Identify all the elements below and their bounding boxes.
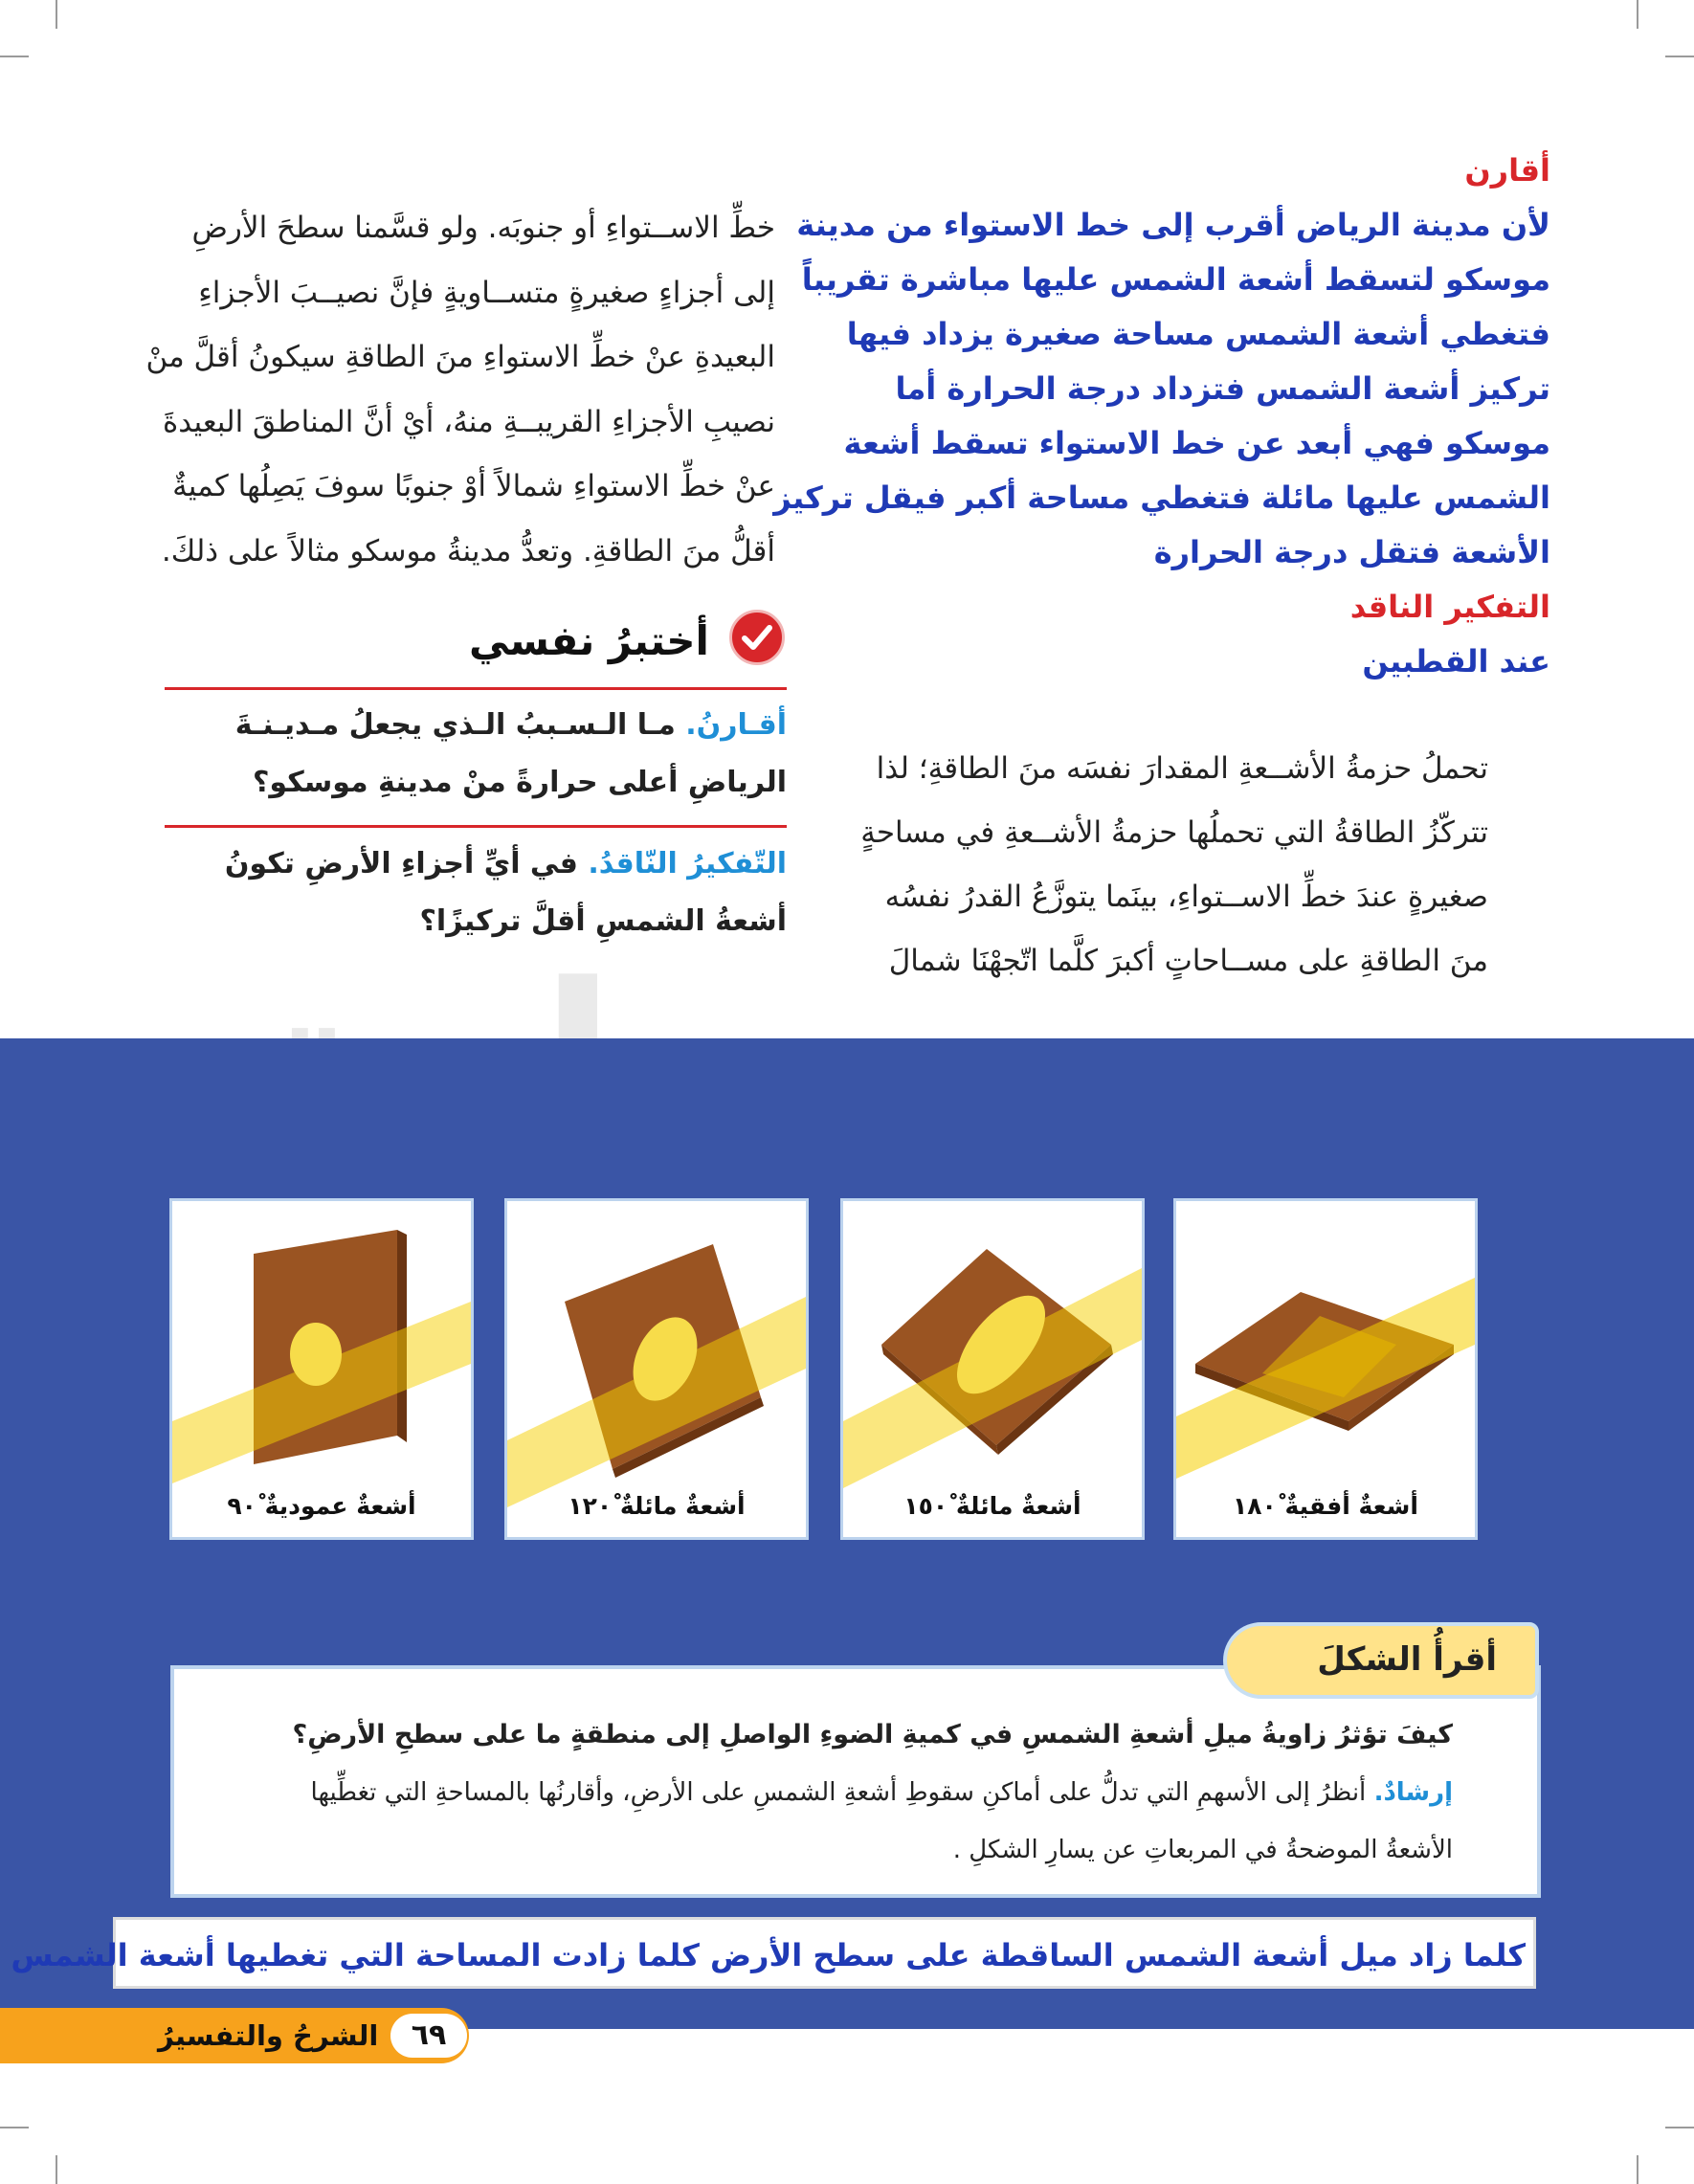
figure-caption: أشعةٌ عموديةٌ ٩٠ْ [227,1492,416,1520]
read-figure-question: كيفَ تؤثرُ زاويةُ ميلِ أشعةِ الشمسِ في كميةِ الضوءِ الواصلِ إلى منطقةٍ ما على سطحِ الأرضِ؟ [292,1720,1453,1749]
body-line: تتركّزُ الطاقةُ التي تحملُها حزمةُ الأشــعةِ في مساحةٍ [860,815,1488,850]
answers-block [773,144,1550,689]
figure-vertical-rays [169,1198,474,1540]
question-text: في أيِّ أجزاءِ الأرضِ تكونُ [224,847,589,880]
hint-lead: إرشادٌ. [1373,1778,1453,1807]
question-lead: التّفكيرُ النّاقدُ. [588,847,787,880]
divider [165,687,787,690]
figure-oblique-120-rays [504,1198,809,1540]
self-test-question-cont: الرياضِ أعلى حرارةً منْ مدينةِ موسكو؟ [253,766,787,799]
self-test-question [165,847,787,880]
answer-strip [11,1917,1536,1989]
body-line: تحملُ حزمةُ الأشــعةِ المقدارَ نفسَه منَ الطاقةِ؛ لذا [876,751,1488,786]
body-line: خطِّ الاســتواءِ أو جنوبَه. ولو قسَّمنا سطحَ الأرضِ [191,211,775,245]
crop-mark [1665,2127,1694,2128]
answer-line: لأن مدينة الرياض أقرب إلى خط الاستواء من مدينة [796,207,1550,243]
figure-caption: أشعةٌ أفقيةٌ ١٨٠ْ [1233,1492,1418,1520]
answer-line: موسكو لتسقط أشعة الشمس عليها مباشرة تقريباً [801,261,1550,298]
crop-mark [56,2155,57,2184]
answer-line: فتغطي أشعة الشمس مساحة صغيرة يزداد فيها [846,316,1550,352]
check-icon [729,610,785,665]
crop-mark [56,0,57,29]
question-text: مـا الـسـببُ الـذي يجعلُ مـديـنـةَ [234,708,686,742]
answer-line: الشمس عليها مائلة فتغطي مساحة أكبر فيقل تركيز [773,479,1550,516]
crop-mark [0,2127,29,2128]
answer-strip-text: كلما زاد ميل أشعة الشمس الساقطة على سطح الأرض كلما زادت المساحة التي تغطيها أشعة الشمس [11,1937,1526,1973]
read-figure-hint [311,1778,1453,1807]
self-test-question-cont: أشعةُ الشمسِ أقلَّ تركيزًا؟ [419,904,787,938]
figure-caption: أشعةٌ مائلةٌ ١٢٠ْ [568,1492,746,1520]
body-line: نصيبِ الأجزاءِ القريبــةِ منهُ، أيْ أنَّ المناطقَ البعيدةَ [162,404,775,439]
body-line: إلى أجزاءٍ صغيرةٍ متســاويةٍ فإنَّ نصيــبَ الأجزاءِ [198,275,775,310]
crop-mark [1637,0,1638,29]
page-number: ٦٩ [390,2014,467,2058]
read-figure-title: أقرأُ الشكلَ [1317,1640,1497,1679]
body-text-left [145,196,775,584]
answer-heading-compare: أقارن [1464,152,1550,189]
body-line: أقلُّ منَ الطاقةِ. وتعدُّ مدينةُ موسكو مثالاً على ذلكَ. [161,533,775,568]
figure-oblique-150-rays [840,1198,1145,1540]
footer-section-label: الشرحُ والتفسيرُ [158,2019,379,2052]
figure-horizontal-rays [1173,1198,1478,1540]
answer-line: موسكو فهي أبعد عن خط الاستواء تسقط أشعة [843,425,1550,461]
divider [165,825,787,828]
crop-mark [1637,2155,1638,2184]
self-test-question [165,708,787,742]
hint-text: أنظرُ إلى الأسهمِ التي تدلُّ على أماكنِ سقوطِ أشعةِ الشمسِ على الأرضِ، وأقارنُها بالمساحةِ التي تغطِّيها [310,1778,1374,1807]
body-line: عنْ خطِّ الاستواءِ شمالاً أوْ جنوبًا سوفَ يَصِلُها كميةٌ [172,469,775,503]
answer-line: الأشعة فتقل درجة الحرارة [1153,534,1550,570]
answer-critical: عند القطبين [1362,643,1550,680]
body-line: منَ الطاقةِ على مســاحاتٍ أكبرَ كلَّما اتّجهْنَا شمالَ [888,944,1488,978]
self-test-title: أختبرُ نفسي [469,617,709,664]
read-figure-hint-cont: الأشعةُ الموضحةُ في المربعاتِ عن يسارِ الشكلِ . [952,1836,1453,1864]
question-lead: أقـارنُ. [685,708,787,742]
body-line: البعيدةِ عنْ خطِّ الاستواءِ منَ الطاقةِ سيكونُ أقلَّ منْ [145,340,775,374]
body-line: صغيرةٍ عندَ خطِّ الاســتواءِ، بينَما يتوزَّعُ القدرُ نفسُه [884,880,1488,914]
answer-heading-critical: التفكير الناقد [1349,589,1550,625]
body-text-right [857,737,1488,993]
answer-line: تركيز أشعة الشمس فتزداد درجة الحرارة أما [895,370,1550,407]
crop-mark [0,56,29,57]
figure-caption: أشعةٌ مائلةٌ ١٥٠ْ [903,1492,1081,1520]
crop-mark [1665,56,1694,57]
read-figure-tab [1223,1622,1539,1699]
